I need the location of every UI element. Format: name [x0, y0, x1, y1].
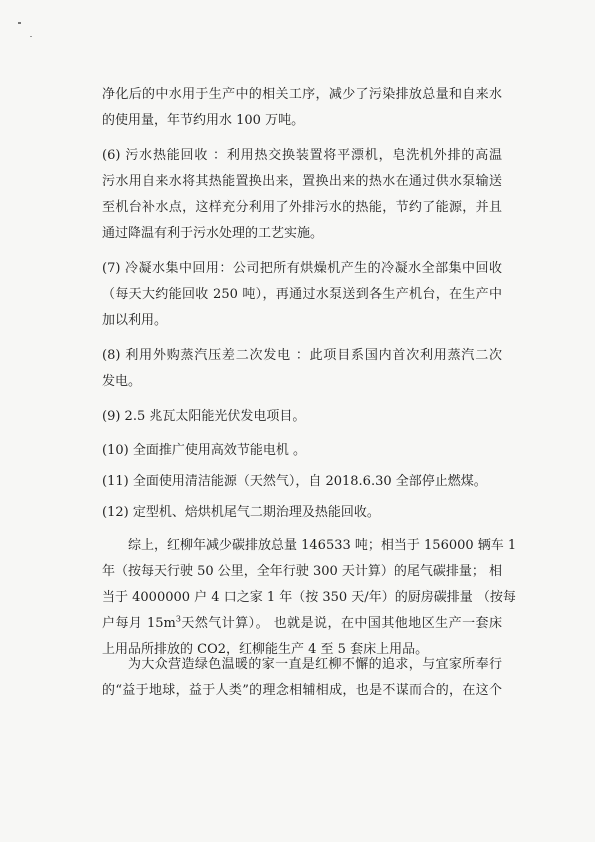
text-line: （每天大约能回收 250 吨），再通过水泵送到各生产机台，在生产中 [102, 287, 502, 302]
paragraph-item-11 [102, 469, 502, 495]
text-line: 通过降温有利于污水处理的工艺实施。 [102, 226, 324, 241]
text-line: 净化后的中水用于生产中的相关工序，减少了污染排放总量和自来水 [102, 87, 502, 102]
paragraph-item-10 [102, 438, 502, 464]
text-segment: 天然气计算）。 也就是说，在中国其他地区生产一套床 [180, 616, 502, 631]
text-line: (6) 污水热能回收 ：利用热交换装置将平漂机，皂洗机外排的高温 [102, 148, 502, 163]
text-line [102, 611, 502, 637]
text-line: (8) 利用外购蒸汽压差二次发电 ：此项目系国内首次利用蒸汽二次 [102, 348, 502, 363]
text-line: 加以利用。 [102, 313, 168, 328]
text-line: (9) 2.5 兆瓦太阳能光伏发电项目。 [102, 409, 306, 424]
scan-speck [18, 22, 21, 24]
paragraph-water-reuse [102, 82, 502, 134]
text-line: 当于 4000000 户 4 口之家 1 年（按 350 天/年）的厨房碳排量 （按每 [102, 590, 516, 605]
paragraph-item-6 [102, 143, 502, 247]
text-line: 的“益于地球，益于人类”的理念相辅相成，也是不谋而合的，在这个 [102, 683, 502, 698]
text-line: (7) 冷凝水集中回用：公司把所有烘燥机产生的冷凝水全部集中回收 [102, 261, 502, 276]
text-line: 至机台补水点，这样充分利用了外排污水的热能，节约了能源，并且 [102, 200, 502, 215]
paragraph-item-9 [102, 404, 502, 430]
paragraph-item-12 [102, 500, 502, 526]
paragraph-item-8 [102, 343, 502, 395]
superscript: 3 [175, 614, 181, 624]
text-line: 上用品所排放的 CO2，红柳能生产 4 至 5 套床上用品。 [102, 642, 429, 657]
paragraph-closing [102, 652, 502, 704]
text-line: 的使用量，年节约用水 100 万吨。 [102, 113, 305, 128]
text-line: (11) 全面使用清洁能源（天然气），自 2018.6.30 全部停止燃煤。 [102, 474, 487, 489]
paragraph-summary [102, 533, 517, 663]
text-segment: 户每月 15m [102, 616, 176, 631]
text-line: 污水用自来水将其热能置换出来，置换出来的热水在通过供水泵输送 [102, 174, 502, 189]
text-line: 年（按每天行驶 50 公里，全年行驶 300 天计算）的尾气碳排量； 相 [102, 564, 503, 579]
text-line: 为大众营造绿色温暖的家一直是红柳不懈的追求，与宜家所奉行 [128, 657, 502, 672]
text-line: 综上，红柳年减少碳排放总量 146533 吨；相当于 156000 辆车 1 [128, 538, 517, 553]
scan-speck [30, 36, 32, 37]
text-line: (12) 定型机、焙烘机尾气二期治理及热能回收。 [102, 505, 380, 520]
text-line: (10) 全面推广使用高效节能电机 。 [102, 443, 306, 458]
text-line: 发电。 [102, 374, 142, 389]
paragraph-item-7 [102, 256, 502, 334]
